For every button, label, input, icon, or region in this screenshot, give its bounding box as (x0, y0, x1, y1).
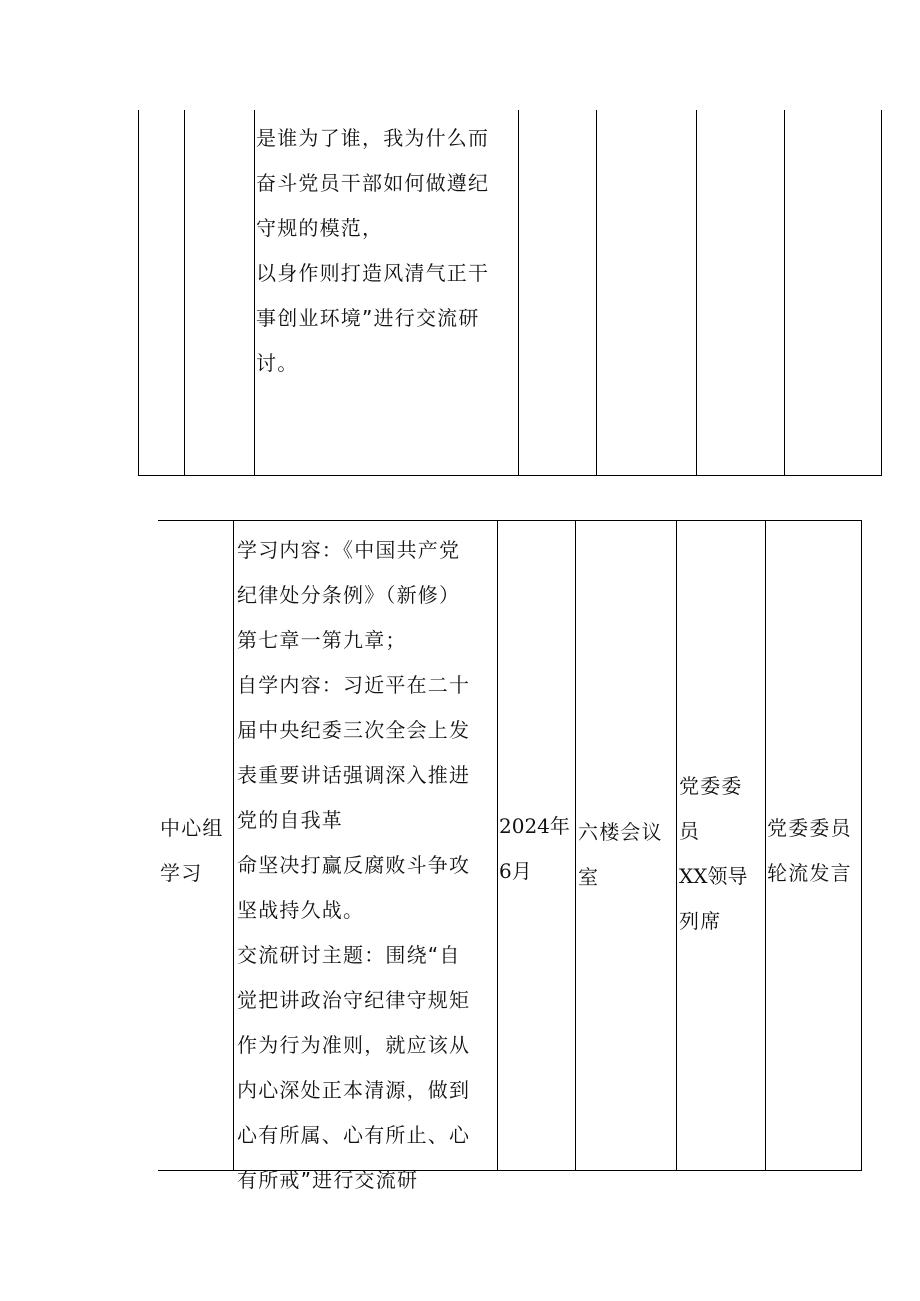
table-border (518, 110, 519, 476)
table-border (676, 520, 677, 1171)
content-line: 内心深处正本清源，做到 (237, 1078, 471, 1102)
table-border (861, 520, 862, 1171)
content-line: 奋斗党员干部如何做遵纪 (256, 171, 490, 195)
table-border (497, 520, 498, 1171)
content-line: 有所戒”进行交流研 (237, 1168, 419, 1192)
form-line: 轮流发言 (767, 861, 852, 885)
content-line: 第七章一第九章； (237, 628, 407, 652)
table-border (138, 475, 882, 476)
table-bottom (158, 520, 862, 1192)
table-cell-content (237, 528, 497, 1203)
table-cell-attendees (679, 764, 765, 944)
table-cell-activity (160, 806, 232, 896)
table-border (881, 110, 882, 476)
table-border (765, 520, 766, 1171)
time-line: 2024年 (499, 814, 570, 838)
table-border (184, 110, 185, 476)
table-border (596, 110, 597, 476)
attendees-line: XX领导 (679, 864, 748, 888)
content-line: 作为行为准则，就应该从 (237, 1033, 471, 1057)
content-line: 心有所属、心有所止、心 (237, 1123, 471, 1147)
table-cell-content (256, 116, 518, 386)
content-line: 是谁为了谁，我为什么而 (256, 126, 490, 150)
content-line: 觉把讲政治守纪律守规矩 (237, 988, 471, 1012)
content-line: 坚战持久战。 (237, 898, 365, 922)
content-line: 表重要讲话强调深入推进 (237, 763, 471, 787)
content-line: 学习内容：《中国共产党 (237, 538, 461, 562)
table-border (784, 110, 785, 476)
content-line: 事创业环境”进行交流研 (256, 306, 480, 330)
content-line: 交流研讨主题：围绕“自 (237, 943, 461, 967)
table-border (138, 110, 139, 476)
table-border (575, 520, 576, 1171)
attendees-line: 员 (679, 819, 701, 843)
attendees-line: 列席 (679, 909, 722, 933)
content-line: 讨。 (256, 351, 299, 375)
attendees-line: 党委委 (679, 774, 743, 798)
table-cell-form (767, 806, 861, 896)
time-line: 6月 (499, 859, 532, 883)
content-line: 守规的模范， (256, 216, 384, 240)
content-line: 届中央纪委三次全会上发 (237, 718, 471, 742)
location-line: 室 (578, 865, 600, 889)
content-line: 纪律处分条例》（新修） (237, 583, 461, 607)
table-border (158, 520, 862, 521)
content-line: 党的自我革 (237, 808, 343, 832)
table-border (233, 520, 234, 1171)
table-cell-time (499, 804, 575, 894)
content-line: 自学内容：习近平在二十 (237, 673, 471, 697)
activity-line: 学习 (160, 861, 203, 885)
content-line: 以身作则打造风清气正干 (256, 261, 490, 285)
table-top (138, 110, 882, 476)
table-border (254, 110, 255, 476)
content-line: 命坚决打赢反腐败斗争攻 (237, 853, 471, 877)
activity-line: 中心组 (160, 816, 224, 840)
form-line: 党委委员 (767, 816, 852, 840)
table-border (696, 110, 697, 476)
table-cell-location (578, 810, 675, 900)
location-line: 六楼会议 (578, 820, 663, 844)
